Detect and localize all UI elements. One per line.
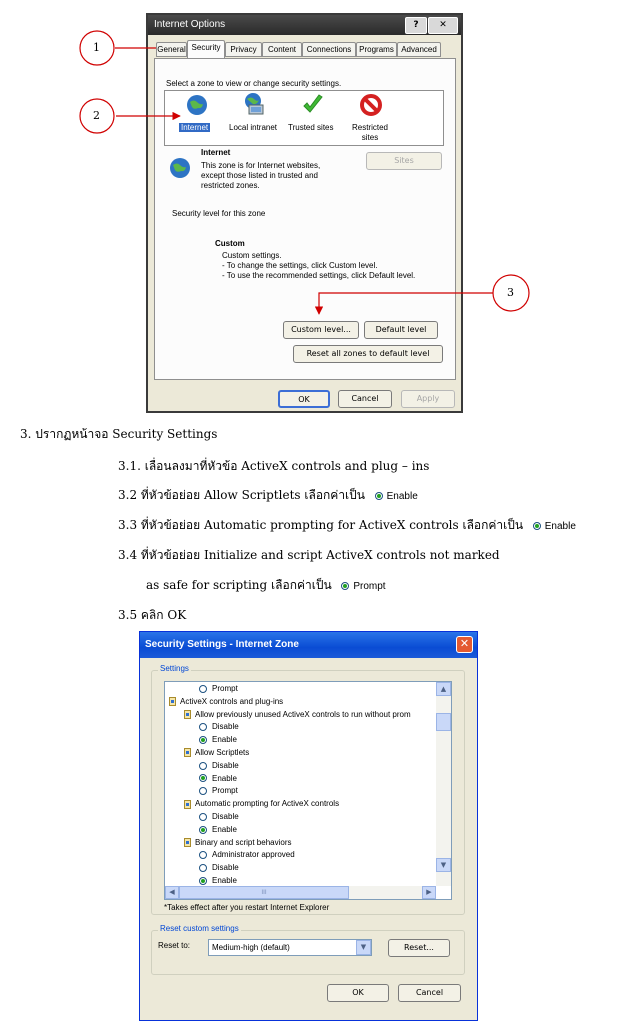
tab-general[interactable]: General <box>156 42 187 57</box>
security-settings-dialog <box>139 631 478 1021</box>
setting-option-row[interactable] <box>199 785 238 797</box>
radio-unchecked-icon[interactable] <box>199 723 207 731</box>
zone-prompt: Select a zone to view or change security settings. <box>166 79 342 88</box>
setting-label: Disable <box>212 863 239 873</box>
scroll-left-button[interactable]: ◀ <box>165 886 179 899</box>
hscroll-thumb[interactable]: III <box>179 886 349 899</box>
zone-desc-3: restricted zones. <box>201 181 260 190</box>
restart-note: *Takes effect after you restart Internet Explorer <box>164 903 330 912</box>
scroll-thumb[interactable] <box>436 713 451 731</box>
custom-line-3: - To use the recommended settings, click Default level. <box>222 271 416 280</box>
dialog-title: Internet Options <box>154 19 226 30</box>
custom-level-button[interactable]: Custom level... <box>283 321 359 339</box>
ok-button[interactable]: OK <box>327 984 389 1002</box>
radio-unchecked-icon[interactable] <box>199 685 207 693</box>
sites-button[interactable]: Sites <box>366 152 442 170</box>
step-3-4-line-1: 3.4 ที่หัวข้อย่อย Initialize and script ActiveX controls not marked <box>118 548 500 562</box>
setting-label: Disable <box>212 760 239 770</box>
setting-label: Allow Scriptlets <box>195 748 250 757</box>
zone-restricted-label[interactable]: Restricted sites <box>351 123 388 142</box>
radio-unchecked-icon[interactable] <box>199 787 207 795</box>
zone-internet-label[interactable]: Internet <box>181 123 209 132</box>
setting-option-row[interactable] <box>199 811 239 823</box>
setting-label: Administrator approved <box>212 850 295 860</box>
tab-privacy[interactable]: Privacy <box>225 42 262 57</box>
settings-category-icon <box>184 710 191 719</box>
callout-3-number: 3 <box>507 286 514 299</box>
setting-option-row[interactable] <box>199 824 237 836</box>
radio-unchecked-icon[interactable] <box>199 851 207 859</box>
settings-category-icon <box>184 800 191 809</box>
step-3-heading: 3. ปรากฏหน้าจอ Security Settings <box>20 427 218 441</box>
step-3-2-value: Enable <box>386 491 418 502</box>
setting-label: Enable <box>212 876 237 885</box>
radio-checked-icon[interactable] <box>199 826 207 834</box>
radio-checked-icon[interactable] <box>199 736 207 744</box>
security-level-label: Security level for this zone <box>172 209 266 218</box>
reset-group-label: Reset custom settings <box>160 924 239 933</box>
setting-option-row[interactable] <box>199 734 237 746</box>
radio-unchecked-icon[interactable] <box>199 864 207 872</box>
enable-radio-icon <box>533 522 541 530</box>
ok-button[interactable]: OK <box>278 390 330 408</box>
settings-category-icon <box>184 748 191 757</box>
tab-connections[interactable]: Connections <box>302 42 356 57</box>
settings-tree[interactable] <box>164 681 452 900</box>
radio-unchecked-icon[interactable] <box>199 813 207 821</box>
setting-label: Prompt <box>212 684 238 693</box>
setting-option-row[interactable] <box>199 683 238 695</box>
close-button[interactable]: ✕ <box>456 636 473 653</box>
zone-title: Internet <box>201 148 231 157</box>
step-3-4-line-2 <box>146 576 386 595</box>
custom-line-2: - To change the settings, click Custom level. <box>222 261 378 270</box>
apply-button[interactable]: Apply <box>401 390 455 408</box>
setting-label: Enable <box>212 824 237 834</box>
callout-arrows <box>0 0 634 420</box>
setting-label: Binary and script behaviors <box>195 837 292 847</box>
scroll-right-button[interactable]: ▶ <box>422 886 436 899</box>
step-3-2-text: 3.2 ที่หัวข้อย่อย Allow Scriptlets เลือกค่าเป็น <box>118 488 365 502</box>
setting-option-row[interactable] <box>199 773 237 785</box>
setting-label: Prompt <box>212 786 238 796</box>
chevron-down-icon[interactable]: ▼ <box>356 940 371 955</box>
reset-all-zones-button[interactable]: Reset all zones to default level <box>293 345 443 363</box>
setting-label: Enable <box>212 773 237 783</box>
setting-label: Enable <box>212 735 237 745</box>
tab-advanced[interactable]: Advanced <box>397 42 441 57</box>
reset-button[interactable]: Reset... <box>388 939 450 957</box>
settings-category-icon <box>169 697 176 706</box>
step-3-1: 3.1. เลื่อนลงมาที่หัวข้อ ActiveX controls and plug – ins <box>118 459 430 473</box>
radio-unchecked-icon[interactable] <box>199 762 207 770</box>
zone-intranet-label[interactable]: Local intranet <box>229 123 278 132</box>
radio-checked-icon[interactable] <box>199 774 207 782</box>
setting-label: Automatic prompting for ActiveX controls <box>195 799 340 809</box>
setting-option-row[interactable] <box>199 862 239 874</box>
setting-category-row <box>184 709 411 721</box>
enable-radio-icon <box>375 492 383 500</box>
step-3-5: 3.5 คลิก OK <box>118 608 187 622</box>
setting-label: ActiveX controls and plug-ins <box>180 696 284 706</box>
setting-category-row <box>184 747 249 759</box>
close-button[interactable]: ✕ <box>428 17 458 34</box>
step-3-4-text: as safe for scripting เลือกค่าเป็น <box>146 578 332 592</box>
cancel-button[interactable]: Cancel <box>338 390 392 408</box>
settings-tree-rows <box>165 682 435 886</box>
step-3-3 <box>118 516 576 535</box>
radio-checked-icon[interactable] <box>199 877 207 885</box>
setting-label: Disable <box>212 722 239 732</box>
setting-option-row[interactable] <box>199 849 295 861</box>
custom-title: Custom <box>215 239 245 248</box>
callout-3-arrow <box>319 293 493 314</box>
help-button[interactable]: ? <box>405 17 427 34</box>
default-level-button[interactable]: Default level <box>364 321 438 339</box>
reset-to-select[interactable] <box>208 939 372 956</box>
setting-category-row <box>169 696 283 708</box>
zone-trusted-label[interactable]: Trusted sites <box>288 123 334 132</box>
callout-2-number: 2 <box>93 109 100 122</box>
tab-security[interactable]: Security <box>187 40 225 58</box>
scroll-down-button[interactable]: ▼ <box>436 858 451 872</box>
step-3-3-value: Enable <box>544 521 576 532</box>
setting-category-row <box>184 798 339 810</box>
step-3-4-value: Prompt <box>353 581 386 592</box>
scroll-up-button[interactable]: ▲ <box>436 682 451 696</box>
setting-label: Allow previously unused ActiveX controls to run without prom <box>195 709 411 719</box>
cancel-button[interactable]: Cancel <box>398 984 461 1002</box>
reset-to-value: Medium-high (default) <box>212 943 290 952</box>
step-3-2 <box>118 486 418 505</box>
reset-to-label: Reset to: <box>158 941 191 950</box>
zone-desc-1: This zone is for Internet websites, <box>201 161 321 170</box>
settings-group-label: Settings <box>160 664 189 673</box>
setting-option-row[interactable] <box>199 760 239 772</box>
zone-desc-2: except those listed in trusted and <box>201 171 318 180</box>
tab-programs[interactable]: Programs <box>356 42 397 57</box>
prompt-radio-icon <box>341 582 349 590</box>
setting-label: Disable <box>212 812 239 821</box>
setting-option-row[interactable] <box>199 721 239 733</box>
custom-line-1: Custom settings. <box>222 251 282 260</box>
tab-content[interactable]: Content <box>262 42 302 57</box>
setting-category-row <box>184 837 292 849</box>
dialog-title: Security Settings - Internet Zone <box>145 639 299 650</box>
callout-1-number: 1 <box>93 41 100 54</box>
setting-option-row[interactable] <box>199 875 237 886</box>
step-3-3-text: 3.3 ที่หัวข้อย่อย Automatic prompting for ActiveX controls เลือกค่าเป็น <box>118 518 524 532</box>
settings-category-icon <box>184 838 191 847</box>
